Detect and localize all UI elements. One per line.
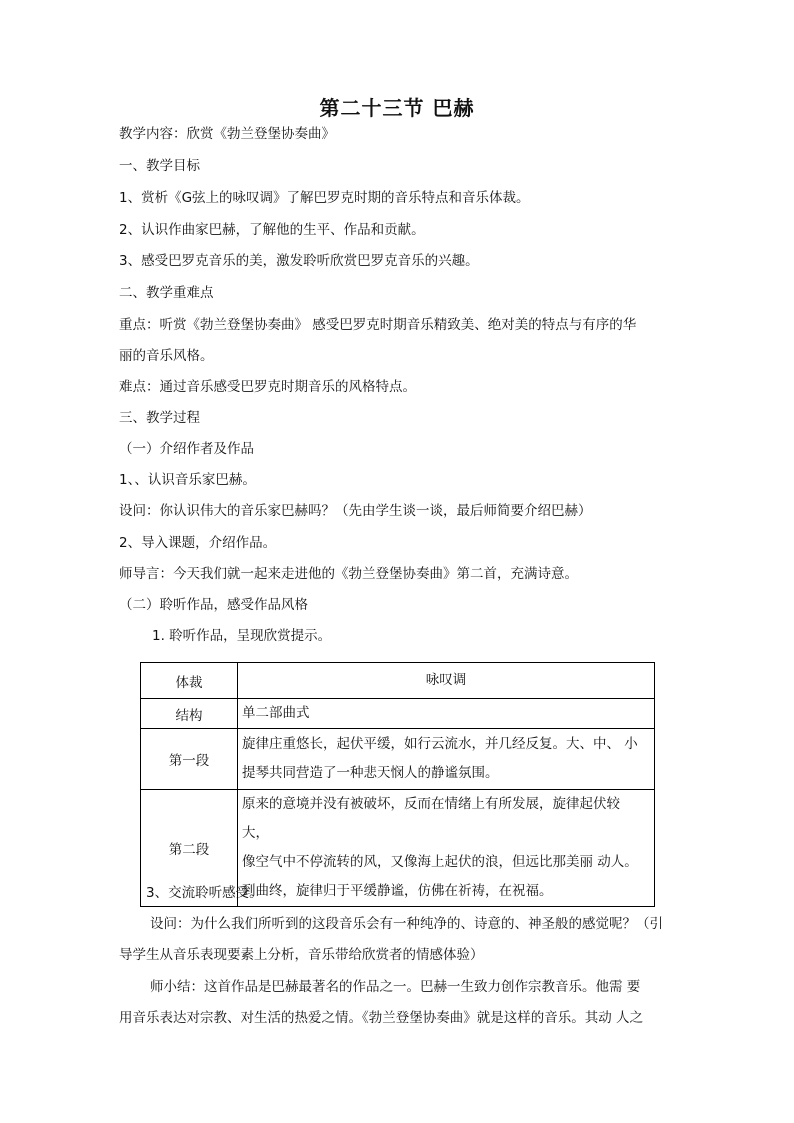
subsection-heading-2: （二）聆听作品，感受作品风格 — [119, 597, 308, 613]
process-step-1: 1、、认识音乐家巴赫。 — [119, 472, 256, 488]
section-heading-key-points: 二、教学重难点 — [119, 285, 214, 301]
table-content-line: 到曲终，旋律归于平缓静谧，仿佛在祈祷，在祝福。 — [242, 883, 553, 899]
table-content-cell: 咏叹调 — [238, 663, 655, 699]
table-content-line: 旋律庄重悠长，起伏平缓，如行云流水，并几经反复。大、中、 小 — [242, 736, 638, 752]
difficult-point-line: 难点：通过音乐感受巴罗克时期音乐的风格特点。 — [119, 379, 416, 395]
question-line-2b: 导学生从音乐表现要素上分析，音乐带给欣赏者的情感体验） — [119, 947, 484, 963]
key-point-line-2: 丽的音乐风格。 — [119, 348, 214, 364]
question-line-1: 设问：你认识伟大的音乐家巴赫吗？（先由学生谈一谈，最后师简要介绍巴赫） — [119, 503, 592, 519]
table-content-line: 提琴共同营造了一种悲天悯人的静谧氛围。 — [242, 765, 499, 781]
table-label-cell: 结构 — [141, 699, 238, 729]
page-title: 第二十三节 巴赫 — [319, 96, 475, 120]
section-heading-process: 三、教学过程 — [119, 410, 200, 426]
table-content-cell: 单二部曲式 — [238, 699, 655, 729]
table-label-cell: 第二段 — [141, 790, 238, 907]
objective-item-1: 1、赏析《G弦上的咏叹调》了解巴罗克时期的音乐特点和音乐体裁。 — [119, 190, 530, 206]
table-label-cell: 体裁 — [141, 663, 238, 699]
table-label-cell: 第一段 — [141, 729, 238, 790]
table-row — [141, 729, 655, 790]
table-row — [141, 699, 655, 729]
appreciation-table — [140, 662, 655, 907]
table-content-line: 像空气中不停流转的风，又像海上起伏的浪，但远比那美丽 动人。 — [242, 854, 638, 870]
teacher-intro-line: 师导言：今天我们就一起来走进他的《勃兰登堡协奏曲》第二首，充满诗意。 — [119, 566, 578, 582]
teaching-content-line: 教学内容：欣赏《勃兰登堡协奏曲》 — [119, 126, 335, 142]
objective-item-2: 2、认识作曲家巴赫，了解他的生平、作品和贡献。 — [119, 222, 425, 238]
subsection-heading-1: （一）介绍作者及作品 — [119, 441, 254, 457]
teacher-summary-line-1: 师小结：这首作品是巴赫最著名的作品之一。巴赫一生致力创作宗教音乐。他需 要 — [150, 979, 641, 995]
key-point-line-1: 重点：听赏《勃兰登堡协奏曲》 感受巴罗克时期音乐精致美、绝对美的特点与有序的华 — [119, 317, 637, 333]
listening-step-3: 3、交流聆听感受。 — [146, 885, 263, 901]
table-row — [141, 663, 655, 699]
objective-item-3: 3、感受巴罗克音乐的美，激发聆听欣赏巴罗克音乐的兴趣。 — [119, 253, 479, 269]
listening-step-1: 1. 聆听作品，呈现欣赏提示。 — [152, 628, 332, 644]
table-content-cell — [238, 729, 655, 790]
question-line-2a: 设问：为什么我们所听到的这段音乐会有一种纯净的、诗意的、神圣般的感觉呢？（引 — [150, 916, 663, 932]
teacher-summary-line-2: 用音乐表达对宗教、对生活的热爱之情。《勃兰登堡协奏曲》就是这样的音乐。其动 人之 — [119, 1010, 644, 1026]
process-step-2: 2、导入课题，介绍作品。 — [119, 535, 277, 551]
section-heading-objectives: 一、教学目标 — [119, 158, 200, 174]
table-content-line: 原来的意境并没有被破坏，反而在情绪上有所发展，旋律起伏较 大， — [242, 796, 620, 841]
